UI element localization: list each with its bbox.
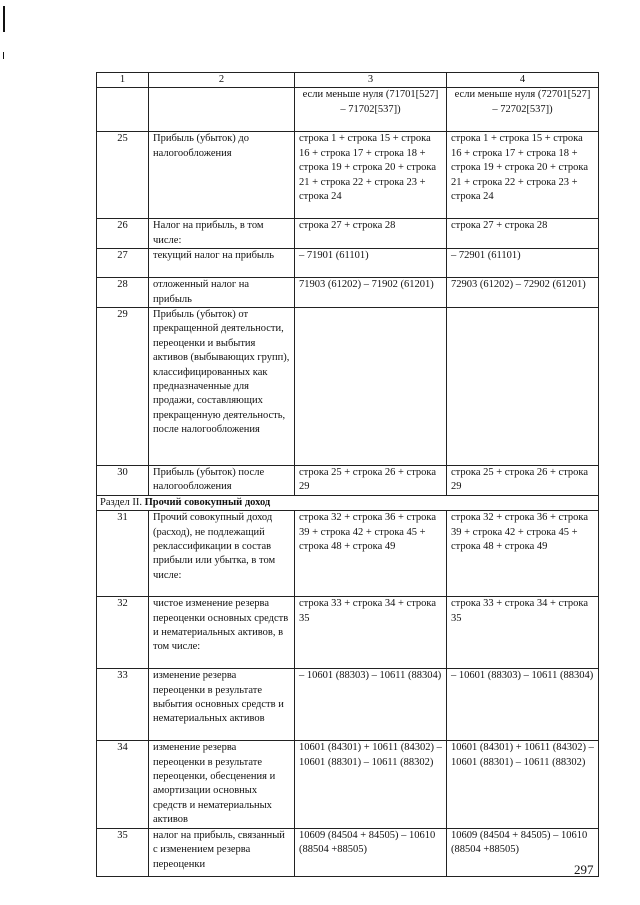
row-name: Налог на прибыль, в том числе: [149, 219, 295, 249]
table-row [97, 597, 599, 669]
formula-cell-col4: 72903 (61202) – 72902 (61201) [447, 278, 599, 308]
formula-cell-col4: 10601 (84301) + 10611 (84302) – 10601 (88301) – 10611 (88302) [447, 741, 599, 828]
margin-mark-small [3, 52, 4, 59]
header-row [97, 73, 599, 88]
row-number: 30 [97, 466, 149, 496]
formula-cell-col3: строка 1 + строка 15 + строка 16 + строка 17 + строка 18 + строка 19 + строка 20 + строка 21 + строка 22 + строка 23 + строка 24 [295, 132, 447, 219]
formula-cell-col3: – 10601 (88303) – 10611 (88304) [295, 669, 447, 741]
row-number [97, 88, 149, 132]
table-row [97, 249, 599, 278]
table-row [97, 511, 599, 597]
formula-cell-col3 [295, 308, 447, 466]
row-name: Прибыль (убыток) от прекращенной деятельности, переоценки и выбытия активов (выбывающих групп), классифицированных как предназначенные для продажи, составляющих прекращенную деятельность, после налогообложения [149, 308, 295, 466]
section-prefix: Раздел II. [100, 496, 142, 508]
row-name: изменение резерва переоценки в результате выбытия основных средств и нематериальных активов [149, 669, 295, 741]
row-name: Прибыль (убыток) после налогообложения [149, 466, 295, 496]
table-row [97, 669, 599, 741]
table-row [97, 219, 599, 249]
row-number: 33 [97, 669, 149, 741]
formula-cell-col3: если меньше нуля (71701[527] – 71702[537]) [295, 88, 447, 132]
row-number: 34 [97, 741, 149, 828]
row-name: текущий налог на прибыль [149, 249, 295, 278]
page-number: 297 [574, 862, 594, 877]
formula-cell-col3: 10609 (84504 + 84505) – 10610 (88504 +88505) [295, 828, 447, 876]
section-row [97, 495, 599, 510]
formula-cell-col4: – 72901 (61101) [447, 249, 599, 278]
header-cell: 1 [97, 73, 149, 88]
row-name: чистое изменение резерва переоценки основных средств и нематериальных активов, в том числе: [149, 597, 295, 669]
row-name: Прочий совокупный доход (расход), не подлежащий реклассификации в состав прибыли или убытка, в том числе: [149, 511, 295, 597]
section-title: Прочий совокупный доход [144, 496, 271, 508]
row-number: 27 [97, 249, 149, 278]
formula-table [96, 72, 599, 877]
row-name [149, 88, 295, 132]
row-name: отложенный налог на прибыль [149, 278, 295, 308]
formula-cell-col4 [447, 308, 599, 466]
formula-cell-col4: строка 33 + строка 34 + строка 35 [447, 597, 599, 669]
formula-cell-col4: строка 32 + строка 36 + строка 39 + строка 42 + строка 45 + строка 48 + строка 49 [447, 511, 599, 597]
formula-cell-col3: строка 27 + строка 28 [295, 219, 447, 249]
row-number: 29 [97, 308, 149, 466]
header-cell: 4 [447, 73, 599, 88]
table-row [97, 132, 599, 219]
table-row [97, 828, 599, 876]
formula-cell-col4: строка 27 + строка 28 [447, 219, 599, 249]
table-row [97, 741, 599, 828]
row-number: 28 [97, 278, 149, 308]
header-cell: 2 [149, 73, 295, 88]
table-row [97, 466, 599, 496]
table-row [97, 308, 599, 466]
formula-cell-col4: – 10601 (88303) – 10611 (88304) [447, 669, 599, 741]
row-number: 35 [97, 828, 149, 876]
formula-cell-col3: – 71901 (61101) [295, 249, 447, 278]
formula-cell-col3: строка 33 + строка 34 + строка 35 [295, 597, 447, 669]
row-name: налог на прибыль, связанный с изменением резерва переоценки [149, 828, 295, 876]
header-cell: 3 [295, 73, 447, 88]
row-number: 32 [97, 597, 149, 669]
formula-cell-col3: 71903 (61202) – 71902 (61201) [295, 278, 447, 308]
row-name: изменение резерва переоценки в результате переоценки, обесценения и амортизации основных средств и нематериальных активов [149, 741, 295, 828]
formula-cell-col3: строка 25 + строка 26 + строка 29 [295, 466, 447, 496]
formula-cell-col4: строка 25 + строка 26 + строка 29 [447, 466, 599, 496]
formula-cell-col3: строка 32 + строка 36 + строка 39 + строка 42 + строка 45 + строка 48 + строка 49 [295, 511, 447, 597]
formula-cell-col4: 10609 (84504 + 84505) – 10610 (88504 +88505) [447, 828, 599, 876]
table-row [97, 88, 599, 132]
row-number: 31 [97, 511, 149, 597]
table-row [97, 278, 599, 308]
formula-cell-col4: если меньше нуля (72701[527] – 72702[537]) [447, 88, 599, 132]
row-number: 25 [97, 132, 149, 219]
margin-mark [3, 6, 5, 32]
section-heading [97, 495, 599, 510]
formula-cell-col3: 10601 (84301) + 10611 (84302) – 10601 (88301) – 10611 (88302) [295, 741, 447, 828]
row-number: 26 [97, 219, 149, 249]
row-name: Прибыль (убыток) до налогообложения [149, 132, 295, 219]
formula-cell-col4: строка 1 + строка 15 + строка 16 + строка 17 + строка 18 + строка 19 + строка 20 + строка 21 + строка 22 + строка 23 + строка 24 [447, 132, 599, 219]
